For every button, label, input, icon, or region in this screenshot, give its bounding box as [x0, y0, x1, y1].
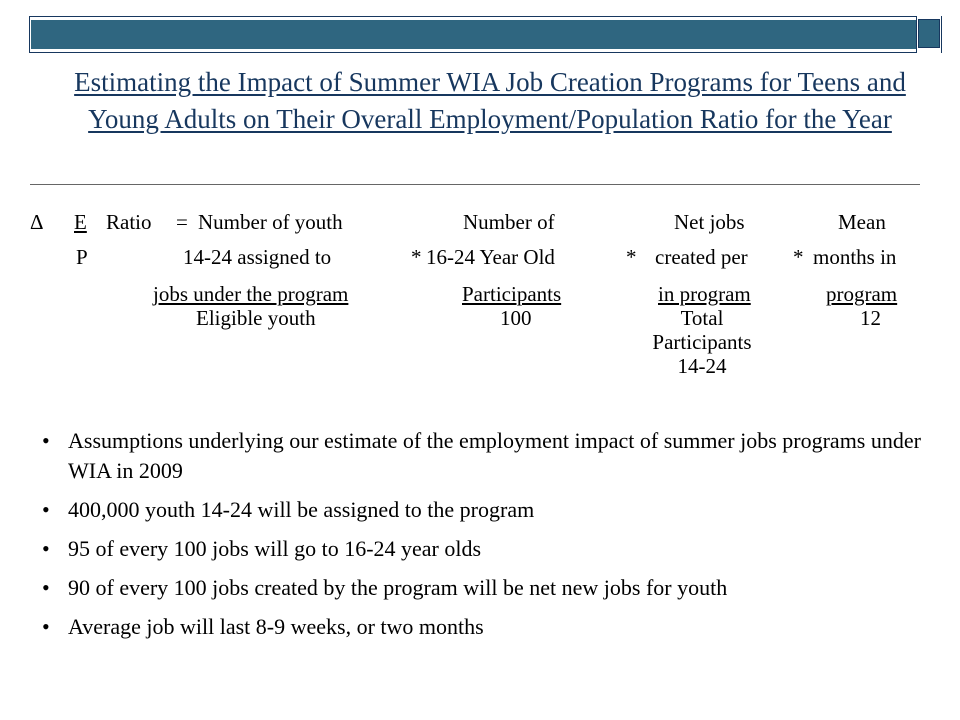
list-item [42, 573, 922, 603]
col2-numerator: Participants [462, 282, 562, 306]
col3-denominator-ages: 14-24 [677, 354, 727, 378]
page-title: Estimating the Impact of Summer WIA Job Creation Programs for Teens and Young Adults on Their Overall Employment/Population Ratio for the Year [74, 67, 906, 134]
list-item [42, 426, 922, 486]
col3-denominator-total: Total [680, 306, 724, 330]
col2-denominator: 100 [500, 306, 532, 330]
col1-line2: 14-24 assigned to [183, 245, 332, 269]
bullet-icon: • [42, 575, 50, 600]
bullet-icon: • [42, 614, 50, 639]
col4-line2: months in [813, 245, 897, 269]
col2-line1: Number of [463, 210, 555, 234]
col4-line1: Mean [838, 210, 886, 234]
col3-line2: created per [655, 245, 748, 269]
col4-numerator: program [826, 282, 898, 306]
formula-ratio: Ratio [106, 210, 152, 234]
list-item-text: 400,000 youth 14-24 will be assigned to the program [68, 497, 535, 522]
col3-denominator-participants: Participants [652, 330, 752, 354]
formula-delta: Δ [30, 210, 44, 234]
list-item-text: 90 of every 100 jobs created by the program will be net new jobs for youth [68, 575, 728, 600]
formula-p: P [76, 245, 88, 269]
col3-numerator: in program [658, 282, 751, 306]
assumptions-list [42, 426, 922, 651]
formula-e: E [74, 210, 87, 234]
bullet-icon: • [42, 497, 50, 522]
list-item-text: Assumptions underlying our estimate of the employment impact of summer jobs programs under WIA in 2009 [68, 428, 921, 483]
bullet-icon: • [42, 428, 50, 453]
col4-denominator: 12 [860, 306, 881, 330]
list-item [42, 534, 922, 564]
list-item-text: Average job will last 8-9 weeks, or two months [68, 614, 484, 639]
operator-multiply-2: * [626, 245, 637, 269]
formula-equals: = [176, 210, 188, 234]
list-item [42, 495, 922, 525]
operator-multiply-1: * [411, 245, 422, 269]
col1-numerator: jobs under the program [153, 282, 349, 306]
list-item [42, 612, 922, 642]
bullet-icon: • [42, 536, 50, 561]
col3-line1: Net jobs [674, 210, 745, 234]
list-item-text: 95 of every 100 jobs will go to 16-24 year olds [68, 536, 482, 561]
operator-multiply-3: * [793, 245, 804, 269]
col1-denominator: Eligible youth [196, 306, 316, 330]
col1-line1: Number of youth [198, 210, 343, 234]
col2-line2: 16-24 Year Old [426, 245, 555, 269]
